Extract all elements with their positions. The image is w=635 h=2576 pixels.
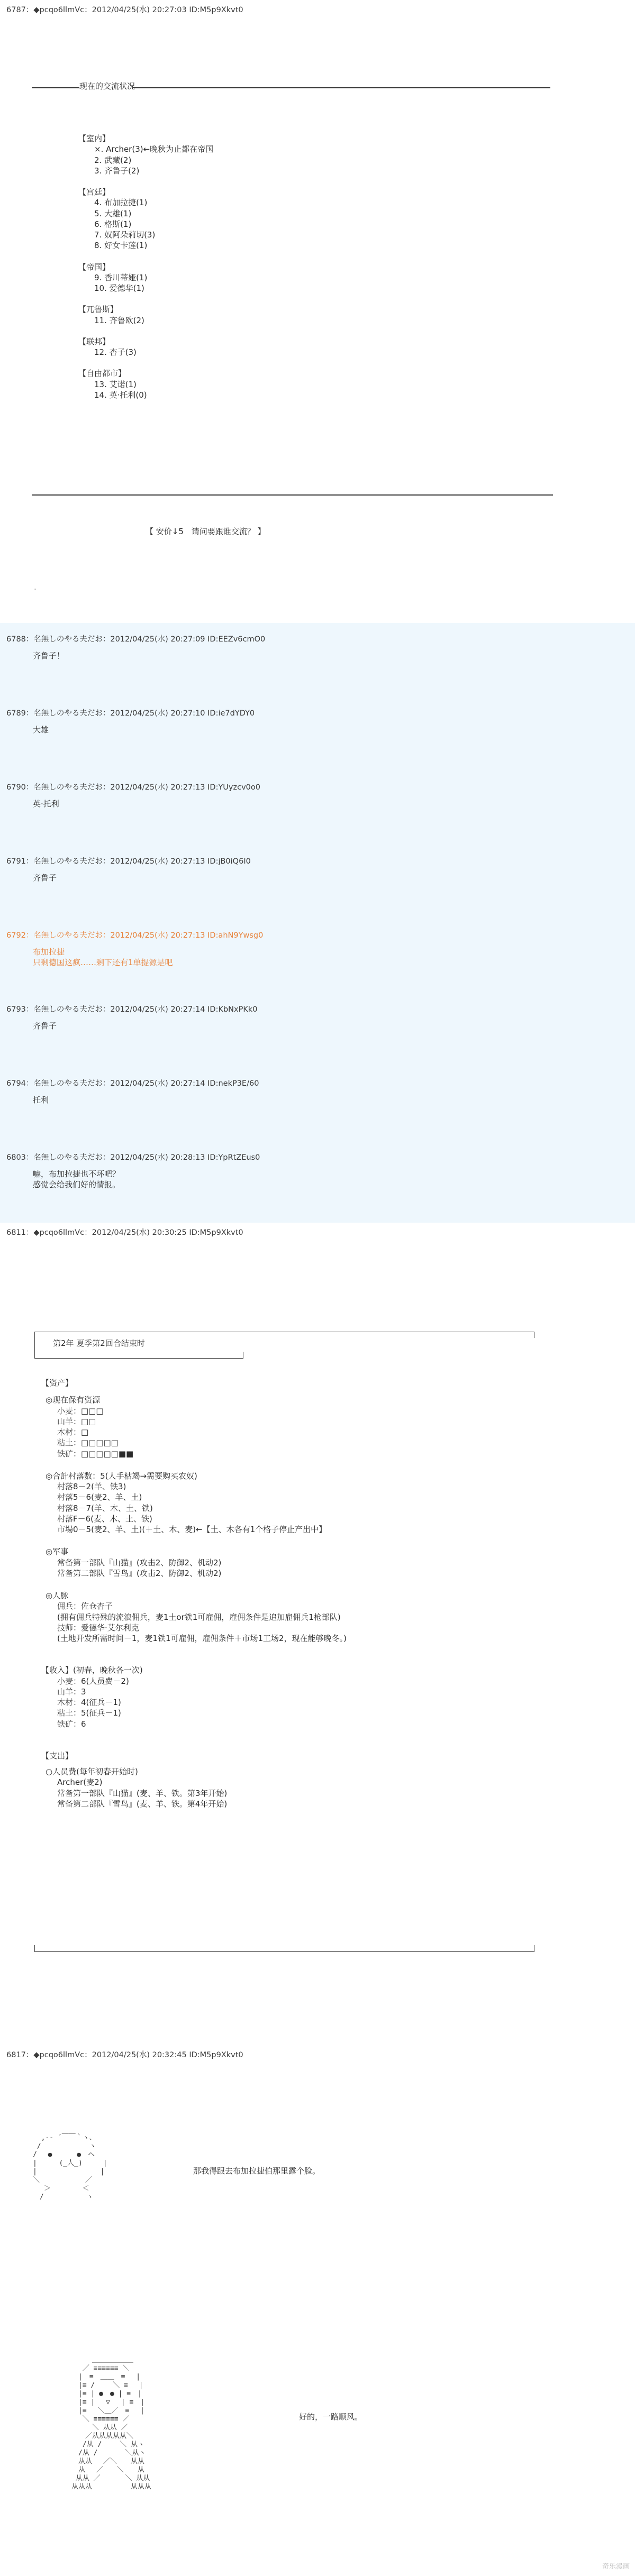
reply-post <box>6 1079 625 1153</box>
reply-header: 6803：名無しのやる夫だお：2012/04/25(水) 20:28:13 ID:YpRtZEus0 <box>6 1153 260 1162</box>
holdings-title: ◎现在保有资源 <box>46 1395 101 1405</box>
reply-post <box>6 931 625 1005</box>
income-line: 小麦：6(人员费－2) <box>57 1676 129 1686</box>
expense-title: 【支出】 <box>41 1750 74 1761</box>
group-title: 【宫廷】 <box>78 187 111 197</box>
reply-body-line: 大雄 <box>33 725 49 735</box>
people-title: ◎人脉 <box>46 1591 69 1600</box>
group-title: 【自由都市】 <box>78 369 126 379</box>
expense-line: 常备第一部队『山猫』(麦、羊、铁。第3年开始) <box>57 1788 228 1798</box>
report-end-rule <box>34 1951 534 1952</box>
group-member: 11. 齐鲁欧(2) <box>94 315 144 325</box>
reply-body-line: 齐鲁子！ <box>33 650 65 661</box>
holding-line: 山羊：□□ <box>57 1416 96 1426</box>
people-line: (拥有佣兵特殊的流浪佣兵，麦1土or铁1可雇佣，雇佣条件是追加雇佣兵1枪部队) <box>57 1612 341 1622</box>
group-member: 8. 好女卡莲(1) <box>94 241 148 251</box>
income-line: 木材：4(征兵－1) <box>57 1698 121 1707</box>
watermark: 奇乐漫画 <box>602 2563 630 2571</box>
group-title: 【帝国】 <box>78 262 111 272</box>
vote-prompt: 【 安价↓5 请问要跟谁交流？ 】 <box>146 527 266 536</box>
holding-line: 粘土：□□□□□ <box>57 1438 119 1448</box>
reply-header: 6790：名無しのやる夫だお：2012/04/25(水) 20:27:13 ID:YUyzcv0o0 <box>6 783 260 792</box>
title-rule-left <box>32 87 79 88</box>
dialogue-line-1: 那我得跟去布加拉捷伯那里露个脸。 <box>193 2166 321 2176</box>
reply-post <box>6 635 625 709</box>
reply-body-line: 齐鲁子 <box>33 873 57 883</box>
group-member: 5. 大雄(1) <box>94 208 132 218</box>
expense-line: Archer(麦2) <box>57 1777 103 1787</box>
reply-post <box>6 1153 625 1227</box>
post-header: 6817：◆pcqo6llmVc：2012/04/25(水) 20:32:45 ID:M5p9Xkvt0 <box>6 2051 243 2059</box>
people-line: (土地开发所需时间－1，麦1铁1可雇佣，雇佣条件＋市场1工场2，现在能够晚冬。) <box>57 1634 347 1643</box>
group-title: 【兀鲁斯】 <box>78 305 119 315</box>
people-line: 佣兵：佐仓杏子 <box>57 1601 113 1611</box>
reply-post <box>6 857 625 931</box>
group-member: 4. 布加拉捷(1) <box>94 198 148 208</box>
holding-line: 铁矿：□□□□□■■ <box>57 1449 134 1459</box>
reply-list <box>6 635 625 1227</box>
village-line: 村落8－2(羊、铁3) <box>57 1482 126 1491</box>
group-member: 12. 杏子(3) <box>94 347 137 357</box>
status-title: 现在的交流状况 <box>79 81 135 91</box>
village-line: 市場0－5(麦2、羊、土)(＋土、木、麦)←【土、木各有1个格子停止产出中】 <box>57 1525 327 1534</box>
reply-header: 6792：名無しのやる夫だお：2012/04/25(水) 20:27:13 ID:ahN9Ywsg0 <box>6 931 264 940</box>
reply-header: 6794：名無しのやる夫だお：2012/04/25(水) 20:27:14 ID:nekP3E/60 <box>6 1079 259 1088</box>
box-bottom-rule <box>34 1358 243 1359</box>
group-member: ×. Archer(3)←晚秋为止都在帝国 <box>94 144 214 154</box>
expense-line: 常备第二部队『雪鸟』(麦、羊、铁。第4年开始) <box>57 1799 228 1809</box>
reply-header: 6793：名無しのやる夫だお：2012/04/25(水) 20:27:14 ID:KbNxPKk0 <box>6 1005 258 1014</box>
group-member: 3. 齐鲁子(2) <box>94 166 140 176</box>
holding-line: 木材：□ <box>57 1427 89 1437</box>
group-member: 2. 武藏(2) <box>94 155 132 165</box>
group-title: 【联邦】 <box>78 336 111 346</box>
reply-body-line: 嘛，布加拉捷也不坏吧？ <box>33 1169 121 1179</box>
group-title: 【室内】 <box>78 134 111 143</box>
group-member: 10. 爱德华(1) <box>94 283 144 293</box>
box-left-tick <box>34 1332 35 1358</box>
reply-body-line: 齐鲁子 <box>33 1021 57 1031</box>
section-divider <box>32 494 553 496</box>
resources-title: 【资产】 <box>41 1378 74 1388</box>
ascii-art-face: ,-‐ ´￣￣｀ヽ、 / ヽ / ● ● ヘ | (_人_) | | | ＼ ／ ＞ ＜ / ヽ <box>33 2134 107 2201</box>
group-member: 6. 格斯(1) <box>94 219 132 229</box>
box-title: 第2年 夏季第2回合结束时 <box>53 1339 145 1348</box>
reply-header: 6788：名無しのやる夫だお：2012/04/25(水) 20:27:09 ID:EEZv6cmO0 <box>6 635 266 644</box>
expense-line: ○人员费(每年初春开始时) <box>46 1767 138 1776</box>
village-line: 村落8－7(羊、木、土、铁) <box>57 1503 153 1513</box>
status-report <box>41 1378 623 1809</box>
post-header: 6811：◆pcqo6llmVc：2012/04/25(水) 20:30:25 ID:M5p9Xkvt0 <box>6 1229 243 1237</box>
military-title: ◎军事 <box>46 1547 69 1557</box>
reply-body-line: 感觉会给我们好的情报。 <box>33 1179 121 1189</box>
group-member: 7. 奴阿朵莉切(3) <box>94 230 156 240</box>
village-line: 村落5－6(麦2、羊、土) <box>57 1492 142 1502</box>
reply-post <box>6 1005 625 1079</box>
group-member: 13. 艾诺(1) <box>94 379 137 389</box>
reply-body-line: 英·托利 <box>33 799 59 809</box>
reply-header: 6789：名無しのやる夫だお：2012/04/25(水) 20:27:10 ID:ie7dYDY0 <box>6 709 255 718</box>
group-member: 14. 英·托利(0) <box>94 390 147 400</box>
reply-post <box>6 783 625 857</box>
military-line: 常备第一部队『山猫』(攻击2、防御2、机动2) <box>57 1557 222 1567</box>
status-groups <box>78 133 449 411</box>
title-rule-right <box>132 87 550 88</box>
reply-header: 6791：名無しのやる夫だお：2012/04/25(水) 20:27:13 ID:jB0iQ6I0 <box>6 857 251 866</box>
military-line: 常备第二部队『雪鸟』(攻击2、防御2、机动2) <box>57 1568 222 1578</box>
income-line: 铁矿：6 <box>57 1719 86 1729</box>
village-line: 村落F－6(麦、木、土、铁) <box>57 1514 152 1524</box>
income-line: 山羊：3 <box>57 1686 86 1697</box>
villages-title: ◎合計村落数：5(人手枯竭→需要购买农奴) <box>46 1471 197 1481</box>
report-end-tick-left <box>34 1945 35 1951</box>
dot: . <box>34 582 37 592</box>
dialogue-line-2: 好的，一路顺风。 <box>299 2412 363 2422</box>
reply-post <box>6 709 625 783</box>
holding-line: 小麦：□□□ <box>57 1406 104 1416</box>
reply-body-line: 托利 <box>33 1095 49 1105</box>
income-line: 粘土：5(征兵－1) <box>57 1708 121 1718</box>
group-member: 9. 香川蒂娅(1) <box>94 272 148 282</box>
income-title: 【收入】(初春，晚秋各一次) <box>41 1665 143 1675</box>
reply-body-line: 只剩德国这疯……剩下还有1单提源是吧 <box>33 957 173 967</box>
post-header: 6787：◆pcqo6llmVc：2012/04/25(水) 20:27:03 ID:M5p9Xkvt0 <box>6 6 243 14</box>
ascii-art-figure: ＿＿＿＿＿＿ ／ ≡≡≡≡≡≡ ＼ | ≡ ＿＿ ≡ | |≡ / ＼ ≡ | |≡ | ● ● | ≡ | |≡ | ▽ | ≡ | |≡ ＼＿／ ≡ | ＼ ≡≡≡≡≡≡ ／ ＼ 从从 ／ ／从从从从从＼ /从 / ＼ 从ヽ /从 / ＼从ヽ 从从 ／＼ 从从 从 ／ ＼ 从 从从 ／ ＼ 从从 从从从 从从从 <box>71 2356 151 2491</box>
people-line: 技师：爱德华·艾尔利克 <box>57 1622 139 1633</box>
reply-body-line: 布加拉捷 <box>33 947 65 957</box>
